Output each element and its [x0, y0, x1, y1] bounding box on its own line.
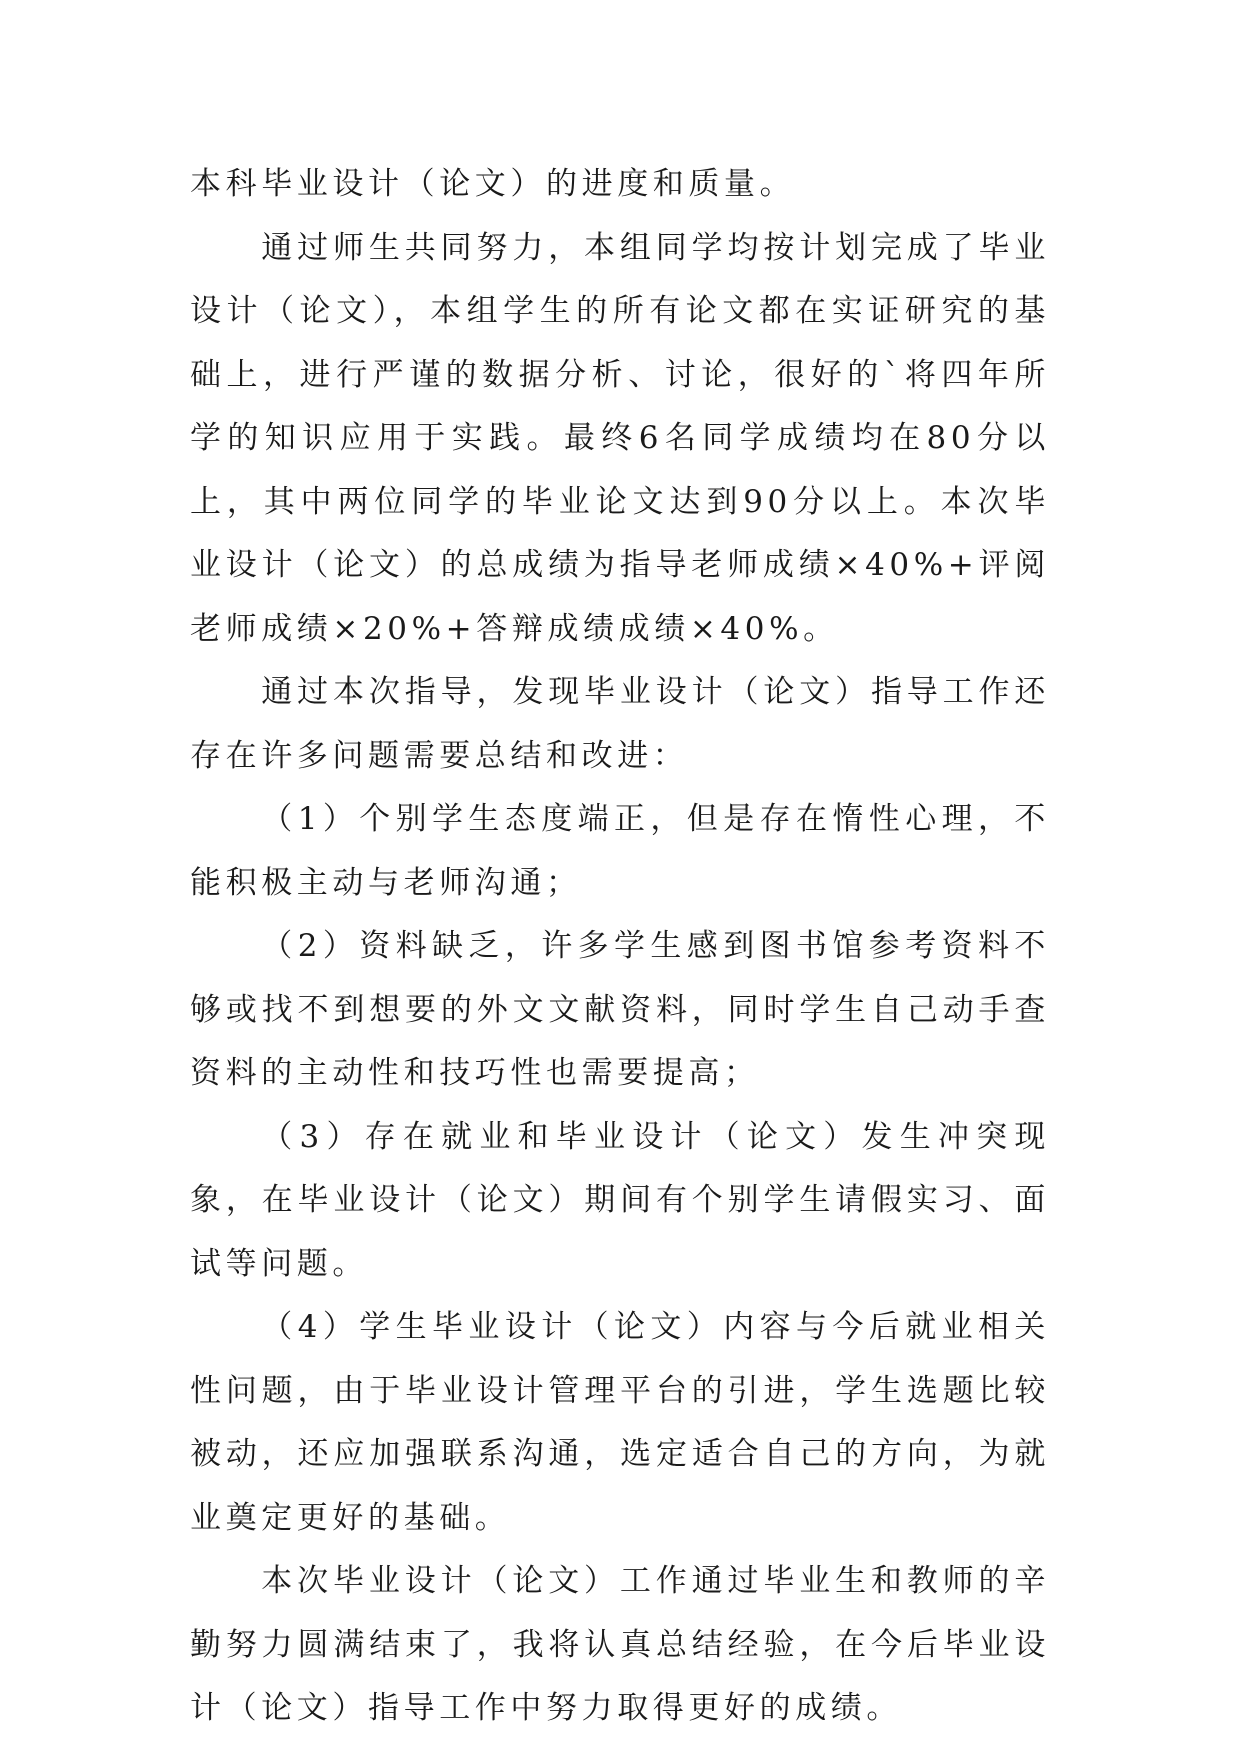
paragraph-problems-intro: 通过本次指导，发现毕业设计（论文）指导工作还存在许多问题需要总结和改进： — [190, 674, 1050, 774]
list-item-3: （3）存在就业和毕业设计（论文）发生冲突现象，在毕业设计（论文）期间有个别学生请假实习、面试等问题。 — [190, 1118, 1050, 1282]
list-item-4: （4）学生毕业设计（论文）内容与今后就业相关性问题，由于毕业设计管理平台的引进，学生选题比较被动，还应加强联系沟通，选定适合自己的方向，为就业奠定更好的基础。 — [190, 1309, 1050, 1536]
paragraph-summary: 通过师生共同努力，本组同学均按计划完成了毕业设计（论文），本组学生的所有论文都在实证研究的基础上，进行严谨的数据分析、讨论，很好的`将四年所学的知识应用于实践。最终6名同学成绩均在80分以上，其中两位同学的毕业论文达到90分以上。本次毕业设计（论文）的总成绩为指导老师成绩×40%+评阅老师成绩×20%+答辩成绩成绩×40%。 — [190, 229, 1050, 647]
paragraph-conclusion: 本次毕业设计（论文）工作通过毕业生和教师的辛勤努力圆满结束了，我将认真总结经验，在今后毕业设计（论文）指导工作中努力取得更好的成绩。 — [190, 1563, 1050, 1726]
list-item-1: （1）个别学生态度端正，但是存在惰性心理，不能积极主动与老师沟通； — [190, 801, 1050, 901]
paragraph-continuation: 本科毕业设计（论文）的进度和质量。 — [190, 166, 796, 202]
list-item-2: （2）资料缺乏，许多学生感到图书馆参考资料不够或找不到想要的外文文献资料，同时学生自己动手查资料的主动性和技巧性也需要提高； — [190, 928, 1050, 1091]
document-body — [190, 153, 1050, 1741]
